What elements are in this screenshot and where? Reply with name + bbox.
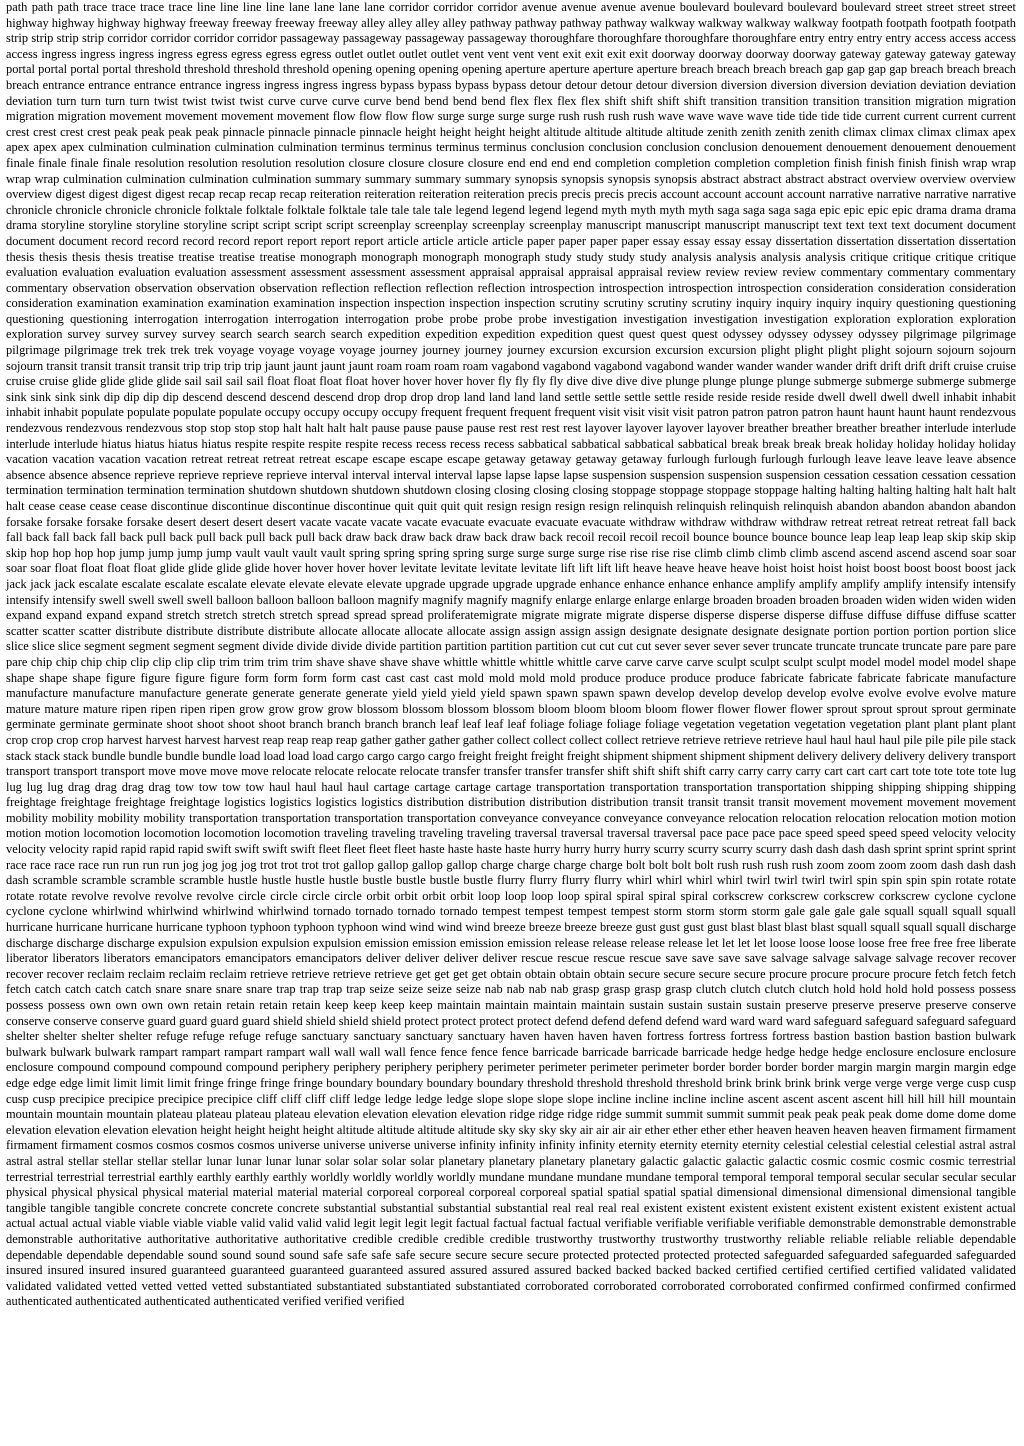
document-text: path path path trace trace trace trace line line line line lane lane lane lane corridor corridor corridor avenue avenue avenue avenue boulevard boulevard boulevard boulevard street street street street highway highway highway highway freeway freeway freeway freeway alley alley alley alley pathway pathway pathway pathway walkway walkway walkway walkway footpath footpath footpath footpath strip strip strip strip corridor corridor corridor corridor passageway passageway passageway passageway thoroughfare thoroughfare thoroughfare thoroughfare entry entry entry entry access access access access ingress ingress ingress ingress egress egress egress egress outlet outlet outlet outlet vent vent vent vent exit exit exit exit doorway doorway doorway doorway gateway gateway gateway gateway portal portal portal portal threshold threshold threshold threshold opening opening opening opening aperture aperture aperture aperture breach breach breach breach gap gap gap gap breach breach breach breach entrance entrance entrance entrance ingress ingress ingress ingress bypass bypass bypass bypass detour detour detour detour diversion diversion diversion diversion deviation deviation deviation deviation turn turn turn turn twist twist twist twist curve curve curve curve bend bend bend bend flex flex flex flex shift shift shift shift transition transition transition transition migration migration migration migration movement movement movement movement flow flow flow flow surge surge surge surge rush rush rush rush wave wave wave wave tide tide tide tide current current current current crest crest crest crest peak peak peak peak pinnacle pinnacle pinnacle pinnacle height height height height altitude altitude altitude altitude zenith zenith zenith zenith climax climax climax climax apex apex apex apex culmination culmination culmination culmination terminus terminus terminus terminus conclusion conclusion conclusion conclusion denouement denouement denouement denouement finale finale finale finale resolution resolution resolution resolution closure closure closure closure end end end end completion completion completion completion finish finish finish finish wrap wrap wrap wrap culmination culmination culmination culmination summary summary summary summary synopsis synopsis synopsis synopsis abstract abstract abstract abstract overview overview overview overview digest digest digest digest recap recap recap recap reiteration reiteration reiteration reiteration precis precis precis precis account account account account narrative narrative narrative narrative chronicle chronicle chronicle chronicle folktale folktale folktale folktale tale tale tale tale legend legend legend legend myth myth myth myth saga saga saga saga epic epic epic epic drama drama drama drama storyline storyline storyline storyline script script script script screenplay screenplay screenplay screenplay manuscript manuscript manuscript manuscript text text text text document document document document record record record record report report report report article article article article paper paper paper paper essay essay essay essay dissertation dissertation dissertation dissertation thesis thesis thesis thesis treatise treatise treatise treatise monograph monograph monograph monograph study study study study analysis analysis analysis analysis critique critique critique critique evaluation evaluation evaluation evaluation assessment assessment assessment assessment appraisal appraisal appraisal appraisal review review review review commentary commentary commentary commentary observation observation observation observation reflection reflection reflection reflection introspection introspection introspection introspection consideration consideration consideration consideration examination examination examination examination inspection inspection inspection inspection scrutiny scrutiny scrutiny scrutiny inquiry inquiry inquiry inquiry questioning questioning questioning questioning interrogation interrogation interrogation interrogation probe probe probe probe investigation investigation investigation investigation exploration exploration exploration exploration survey survey survey survey search search search search expedition expedition expedition expedition quest quest quest quest odyssey odyssey odyssey odyssey pilgrimage pilgrimage pilgrimage pilgrimage trek trek trek trek voyage voyage voyage voyage journey journey journey journey excursion excursion excursion excursion plight plight plight plight sojourn sojourn sojourn sojourn transit transit transit transit trip trip trip trip jaunt jaunt jaunt jaunt roam roam roam roam vagabond vagabond vagabond vagabond wander wander wander wander drift drift drift drift cruise cruise cruise cruise glide glide glide glide sail sail sail sail float float float float hover hover hover hover fly fly fly fly dive dive dive dive plunge plunge plunge plunge submerge submerge submerge submerge sink sink sink sink dip dip dip dip descend descend descend descend drop drop drop drop land land land land settle settle settle settle reside reside reside reside dwell dwell dwell dwell inhabit inhabit inhabit inhabit populate populate populate populate occupy occupy occupy occupy frequent frequent frequent frequent visit visit visit visit patron patron patron patron haunt haunt haunt haunt rendezvous rendezvous rendezvous rendezvous stop stop stop stop halt halt halt halt pause pause pause pause rest rest rest rest layover layover layover layover breather breather breather breather interlude interlude interlude interlude hiatus hiatus hiatus hiatus respite respite respite respite recess recess recess recess sabbatical sabbatical sabbatical sabbatical break break break break holiday holiday holiday holiday vacation vacation vacation vacation retreat retreat retreat retreat escape escape escape escape getaway getaway getaway getaway furlough furlough furlough furlough leave leave leave leave absence absence absence absence reprieve reprieve reprieve reprieve interval interval interval interval lapse lapse lapse lapse suspension suspension suspension suspension cessation cessation cessation cessation termination termination termination termination shutdown shutdown shutdown shutdown closing closing closing closing stoppage stoppage stoppage stoppage halting halting halting halting halt halt halt halt cease cease cease cease discontinue discontinue discontinue discontinue quit quit quit quit resign resign resign resign relinquish relinquish relinquish relinquish abandon abandon abandon abandon forsake forsake forsake forsake desert desert desert desert vacate vacate vacate vacate evacuate evacuate evacuate evacuate withdraw withdraw withdraw withdraw retreat retreat retreat retreat fall back fall back fall back fall back pull back pull back pull back pull back draw back draw back draw back draw back recoil recoil recoil recoil bounce bounce bounce bounce leap leap leap leap skip skip skip skip hop hop hop hop jump jump jump jump vault vault vault vault spring spring spring spring surge surge surge surge rise rise rise rise climb climb climb climb ascend ascend ascend ascend soar soar soar soar float float float float glide glide glide glide hover hover hover hover levitate levitate levitate levitate lift lift lift lift heave heave heave heave hoist hoist hoist hoist boost boost boost boost jack jack jack jack escalate escalate escalate escalate elevate elevate elevate elevate upgrade upgrade upgrade upgrade enhance enhance enhance enhance amplify amplify amplify amplify intensify intensify intensify intensify swell swell swell swell balloon balloon balloon balloon magnify magnify magnify magnify enlarge enlarge enlarge enlarge broaden broaden broaden broaden widen widen widen widen expand expand expand expand stretch stretch stretch stretch spread spread spread proliferatemigrate migrate migrate migrate disperse disperse disperse disperse diffuse diffuse diffuse diffuse scatter scatter scatter scatter distribute distribute distribute distribute allocate allocate allocate allocate assign assign assign assign designate designate designate designate portion portion portion portion slice slice slice slice segment segment segment segment divide divide divide divide partition partition partition partition cut cut cut cut sever sever sever sever truncate truncate truncate truncate pare pare pare pare chip chip chip chip clip clip clip clip trim trim trim trim shave shave shave shave whittle whittle whittle whittle carve carve carve carve sculpt sculpt sculpt sculpt model model model model shape shape shape shape figure figure figure figure form form form form cast cast cast cast mold mold mold mold produce produce produce produce fabricate fabricate fabricate fabricate manufacture manufacture manufacture manufacture generate generate generate generate yield yield yield yield spawn spawn spawn spawn develop develop develop develop evolve evolve evolve evolve mature mature mature mature ripen ripen ripen ripen grow grow grow grow blossom blossom blossom blossom bloom bloom bloom bloom flower flower flower flower sprout sprout sprout sprout germinate germinate germinate germinate shoot shoot shoot shoot branch branch branch branch leaf leaf leaf leaf foliage foliage foliage foliage vegetation vegetation vegetation vegetation plant plant plant plant crop crop crop crop harvest harvest harvest harvest reap reap reap reap gather gather gather gather collect collect collect collect retrieve retrieve retrieve retrieve haul haul haul haul pile pile pile pile stack stack stack stack bundle bundle bundle bundle load load load load cargo cargo cargo cargo freight freight freight freight shipment shipment shipment shipment delivery delivery delivery delivery transport transport transport transport move move move move relocate relocate relocate relocate transfer transfer transfer transfer shift shift shift shift carry carry carry carry cart cart cart cart tote tote tote tote lug lug lug lug drag drag drag drag tow tow tow tow haul haul haul haul cartage cartage cartage cartage transportation transportation transportation transportation shipping shipping shipping shipping freightage freightage freightage freightage logistics logistics logistics logistics distribution distribution distribution distribution transit transit transit transit movement movement movement movement mobility mobility mobility mobility transportation transportation transportation transportation conveyance conveyance conveyance conveyance relocation relocation relocation relocation motion motion motion motion locomotion locomotion locomotion locomotion traveling traveling traveling traveling traversal traversal traversal traversal pace pace pace pace speed speed speed speed velocity velocity velocity velocity rapid rapid rapid rapid swift swift swift swift fleet fleet fleet fleet haste haste haste haste hurry hurry hurry hurry scurry scurry scurry scurry dash dash dash dash sprint sprint sprint sprint race race race race run run run run jog jog jog jog trot trot trot trot gallop gallop gallop gallop charge charge charge charge bolt bolt bolt bolt rush rush rush rush zoom zoom zoom zoom dash dash dash dash scramble scramble scramble scramble hustle hustle hustle hustle bustle bustle bustle bustle flurry flurry flurry flurry whirl whirl whirl whirl twirl twirl twirl twirl spin spin spin spin rotate rotate rotate rotate revolve revolve revolve revolve circle circle circle circle orbit orbit orbit orbit loop loop loop loop spiral spiral spiral spiral corkscrew corkscrew corkscrew corkscrew cyclone cyclone cyclone cyclone whirlwind whirlwind whirlwind whirlwind tornado tornado tornado tornado tempest tempest tempest tempest storm storm storm storm gale gale gale gale squall squall squall squall hurricane hurricane hurricane hurricane typhoon typhoon typhoon typhoon wind wind wind wind breeze breeze breeze breeze gust gust gust gust blast blast blast blast squall squall squall squall discharge discharge discharge discharge expulsion expulsion expulsion expulsion emission emission emission emission release release release release let let let let loose loose loose loose free free free free liberate liberator liberators liberators emancipators emancipators emancipators deliver deliver deliver deliver rescue rescue rescue rescue save save save save salvage salvage salvage salvage recover recover recover recover reclaim reclaim reclaim reclaim retrieve retrieve retrieve retrieve get get get get obtain obtain obtain obtain secure secure secure secure procure procure procure procure fetch fetch fetch fetch catch catch catch catch snare snare snare snare trap trap trap trap seize seize seize seize nab nab nab nab grasp grasp grasp grasp clutch clutch clutch clutch hold hold hold hold possess possess possess possess own own own own retain retain retain retain keep keep keep keep maintain maintain maintain maintain sustain sustain sustain sustain preserve preserve preserve preserve conserve conserve conserve conserve guard guard guard guard shield shield shield shield protect protect protect protect defend defend defend defend ward ward ward ward safeguard safeguard safeguard safeguard shelter shelter shelter shelter refuge refuge refuge refuge sanctuary sanctuary sanctuary sanctuary haven haven haven haven fortress fortress fortress fortress bastion bastion bastion bastion bulwark bulwark bulwark bulwark rampart rampart rampart rampart wall wall wall wall fence fence fence fence barricade barricade barricade barricade hedge hedge hedge hedge enclosure enclosure enclosure enclosure compound compound compound compound periphery periphery periphery periphery perimeter perimeter perimeter perimeter border border border border margin margin margin margin edge edge edge edge limit limit limit limit fringe fringe fringe fringe boundary boundary boundary boundary threshold threshold threshold threshold brink brink brink brink verge verge verge verge cusp cusp cusp cusp precipice precipice precipice precipice cliff cliff cliff cliff ledge ledge ledge ledge slope slope slope slope incline incline incline incline ascent ascent ascent ascent hill hill hill hill mountain mountain mountain mountain plateau plateau plateau plateau elevation elevation elevation elevation ridge ridge ridge ridge summit summit summit summit peak peak peak peak dome dome dome dome elevation elevation elevation elevation height height height height altitude altitude altitude altitude sky sky sky sky air air air air ether ether ether ether heaven heaven heaven heaven firmament firmament firmament firmament cosmos cosmos cosmos cosmos universe universe universe universe infinity infinity infinity infinity eternity eternity eternity eternity celestial celestial celestial celestial astral astral astral astral stellar stellar stellar stellar lunar lunar lunar lunar solar solar solar solar planetary planetary planetary planetary galactic galactic galactic galactic cosmic cosmic cosmic cosmic terrestrial terrestrial terrestrial terrestrial earthly earthly earthly earthly worldly worldly worldly worldly mundane mundane mundane mundane temporal temporal temporal temporal secular secular secular secular physical physical physical physical material material material material corporeal corporeal corporeal corporeal spatial spatial spatial spatial dimensional dimensional dimensional dimensional tangible tangible tangible tangible concrete concrete concrete concrete substantial substantial substantial substantial real real real real existent existent existent existent existent existent existent existent actual actual actual actual viable viable viable viable valid valid valid valid legit legit legit legit factual factual factual factual verifiable verifiable verifiable verifiable demonstrable demonstrable demonstrable demonstrable authoritative authoritative authoritative authoritative credible credible credible credible trustworthy trustworthy trustworthy trustworthy reliable reliable reliable reliable dependable dependable dependable dependable sound sound sound sound safe safe safe safe secure secure secure secure protected protected protected protected safeguarded safeguarded safeguarded safeguarded insured insured insured insured guaranteed guaranteed guaranteed guaranteed assured assured assured assured backed backed backed backed certified certified certified certified validated validated validated validated vetted vetted vetted vetted substantiated substantiated substantiated substantiated corroborated corroborated corroborated corroborated confirmed confirmed confirmed confirmed authenticated authenticated authenticated authenticated verified verified verified	[6, 0, 1016, 1309]
